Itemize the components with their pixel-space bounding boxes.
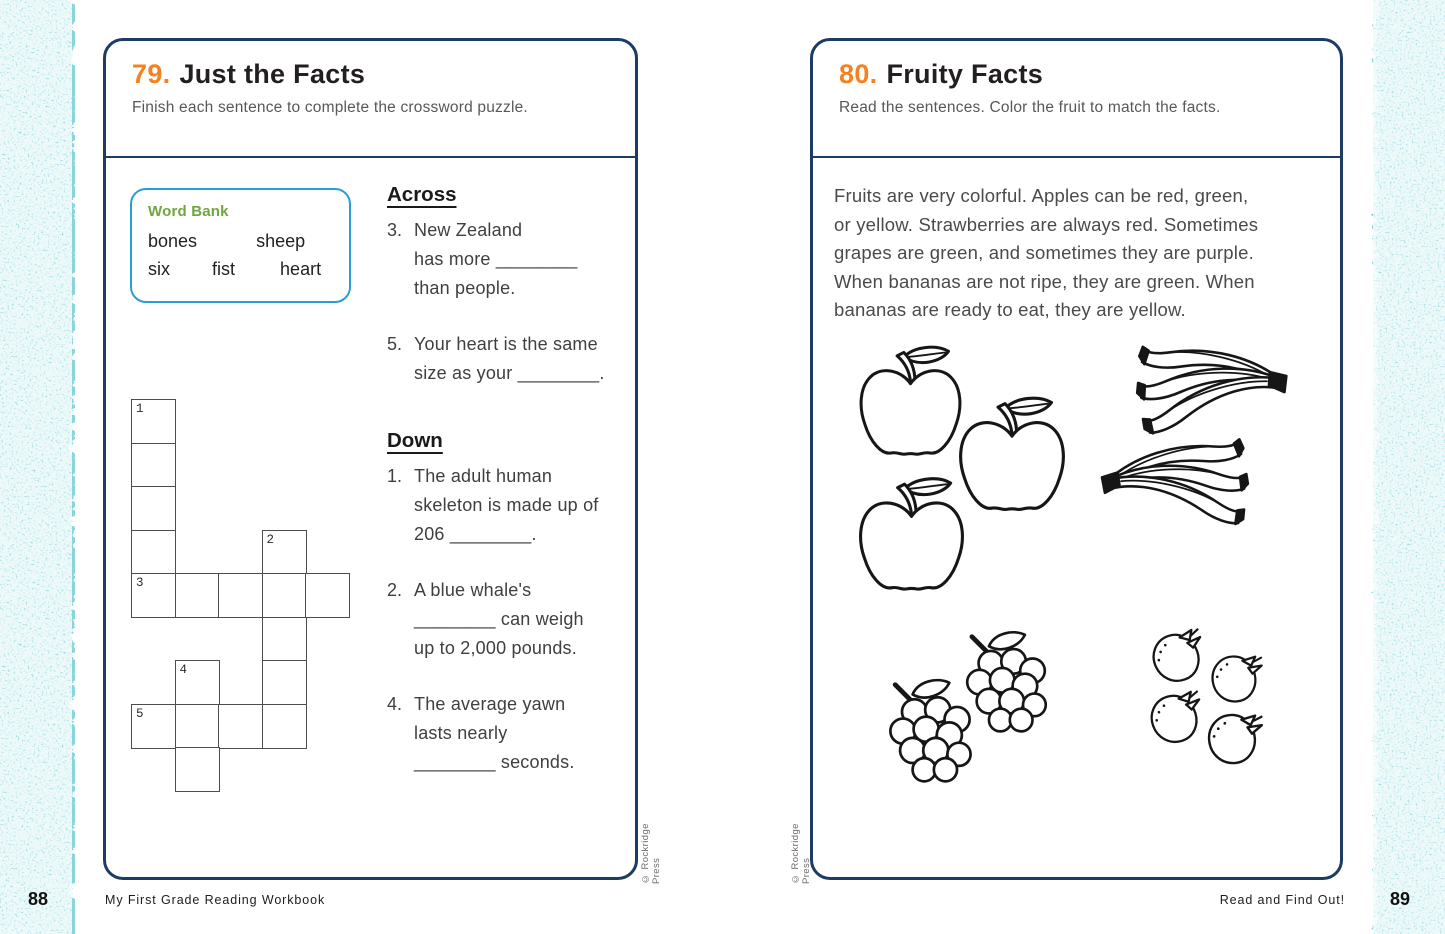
strawberry-illustration[interactable] [1145, 626, 1206, 688]
exercise-number: 79. [132, 59, 171, 89]
clue-line: skeleton is made up of [414, 495, 599, 515]
word-bank [130, 188, 351, 303]
crossword-cell[interactable] [305, 573, 350, 618]
banana-bunch-illustration[interactable] [1101, 464, 1247, 588]
crossword-cell-number: 1 [136, 402, 144, 416]
apple-illustration[interactable] [954, 399, 1070, 529]
word-bank-word: sheep [256, 231, 306, 251]
clue-line: 206 ________. [414, 524, 537, 544]
clue-line: size as your ________. [414, 363, 605, 383]
crossword-cell[interactable] [131, 399, 176, 444]
left-page-instructions: Finish each sentence to complete the crossword puzzle. [132, 99, 528, 116]
word-bank-word: heart [280, 259, 322, 279]
clue-down-2 [387, 576, 639, 663]
down-heading: Down [387, 429, 443, 452]
clue-number: 4. [387, 694, 403, 714]
crossword-cell-number: 3 [136, 576, 144, 590]
copyright-right: © Rockridge Press [790, 823, 812, 884]
crossword-cell[interactable] [218, 704, 263, 749]
crossword-cell[interactable] [175, 747, 220, 792]
paragraph-line: bananas are ready to eat, they are yellow. [834, 299, 1186, 321]
clue-line: A blue whale's [414, 580, 532, 600]
clue-line: New Zealand [414, 220, 523, 240]
paragraph-line: When bananas are not ripe, they are green. When [834, 270, 1255, 292]
clue-line: lasts nearly [414, 723, 508, 743]
crossword-cell[interactable] [262, 530, 307, 575]
crossword-cell-number: 4 [179, 663, 188, 677]
word-bank-row [148, 259, 333, 280]
footer-book-title: My First Grade Reading Workbook [105, 893, 326, 907]
page-number-right: 89 [1390, 889, 1411, 909]
clue-across-5 [387, 330, 639, 388]
crossword-cell[interactable] [175, 660, 220, 705]
strawberry-illustration[interactable] [1202, 647, 1265, 710]
apple-illustration[interactable] [854, 478, 969, 610]
footer-section-title: Read and Find Out! [1219, 893, 1345, 907]
across-clues-section [387, 183, 639, 415]
clue-across-3 [387, 216, 639, 303]
exercise-title-text: Just the Facts [179, 59, 366, 89]
crossword-cell[interactable] [175, 704, 220, 749]
copyright-left: © Rockridge Press [640, 823, 662, 884]
crossword-cell[interactable] [262, 617, 307, 662]
clue-number: 5. [387, 334, 403, 354]
clue-down-1 [387, 462, 639, 549]
strawberry-illustration[interactable] [1198, 704, 1264, 772]
clue-line: The average yawn [414, 694, 566, 714]
right-page-card [810, 38, 1343, 880]
clue-line: than people. [414, 278, 516, 298]
crayon-texture-left [0, 0, 75, 934]
crossword-cell[interactable] [262, 573, 307, 618]
apple-illustration[interactable] [853, 348, 968, 473]
paragraph-line: Fruits are very colorful. Apples can be red, green, [834, 185, 1249, 206]
paragraph-line: grapes are green, and sometimes they are purple. [834, 242, 1254, 264]
clue-line: Your heart is the same [414, 334, 598, 354]
crossword-cell[interactable] [262, 704, 307, 749]
clue-line: has more ________ [414, 249, 578, 269]
right-page-header [813, 41, 1340, 158]
exercise-number: 80. [839, 59, 878, 89]
clue-line: up to 2,000 pounds. [414, 638, 577, 658]
crossword-cell[interactable] [131, 704, 176, 749]
crossword-cell[interactable] [131, 530, 176, 575]
down-clues-section [387, 429, 639, 804]
word-bank-title: Word Bank [148, 203, 229, 220]
right-page-instructions: Read the sentences. Color the fruit to match the facts. [839, 99, 1221, 116]
word-bank-word: six [148, 259, 170, 279]
crossword-cell-number: 2 [266, 532, 275, 547]
crossword-cell[interactable] [175, 573, 220, 618]
page-number-left: 88 [28, 889, 49, 909]
crossword-cell[interactable] [131, 573, 176, 618]
left-page-header [106, 41, 635, 158]
right-page-title [839, 59, 1314, 90]
crossword-cell[interactable] [218, 573, 263, 618]
crayon-texture-right [1370, 0, 1445, 934]
word-bank-row [148, 231, 333, 252]
crossword-cell[interactable] [131, 486, 176, 531]
clue-line: ________ seconds. [414, 752, 575, 772]
clue-number: 2. [387, 580, 403, 600]
paragraph-line: or yellow. Strawberries are always red. Sometimes [834, 213, 1259, 235]
crossword-cell-number: 5 [136, 706, 144, 721]
crossword-grid [131, 399, 350, 792]
exercise-title-text: Fruity Facts [886, 59, 1044, 89]
clue-down-4 [387, 690, 639, 777]
clue-number: 3. [387, 220, 403, 240]
left-page-title [132, 59, 609, 90]
word-bank-word: bones [148, 231, 198, 251]
fruit-facts-paragraph [834, 182, 1329, 325]
clue-line: The adult human [414, 466, 553, 486]
clue-number: 1. [387, 466, 403, 486]
grape-bunch-illustration[interactable] [873, 677, 987, 791]
strawberry-illustration[interactable] [1144, 688, 1202, 750]
crossword-cell[interactable] [131, 443, 176, 488]
clue-line: ________ can weigh [414, 609, 584, 629]
left-page-card [103, 38, 638, 880]
word-bank-word: fist [212, 259, 236, 279]
across-heading: Across [387, 183, 457, 206]
crossword-cell[interactable] [262, 660, 307, 705]
